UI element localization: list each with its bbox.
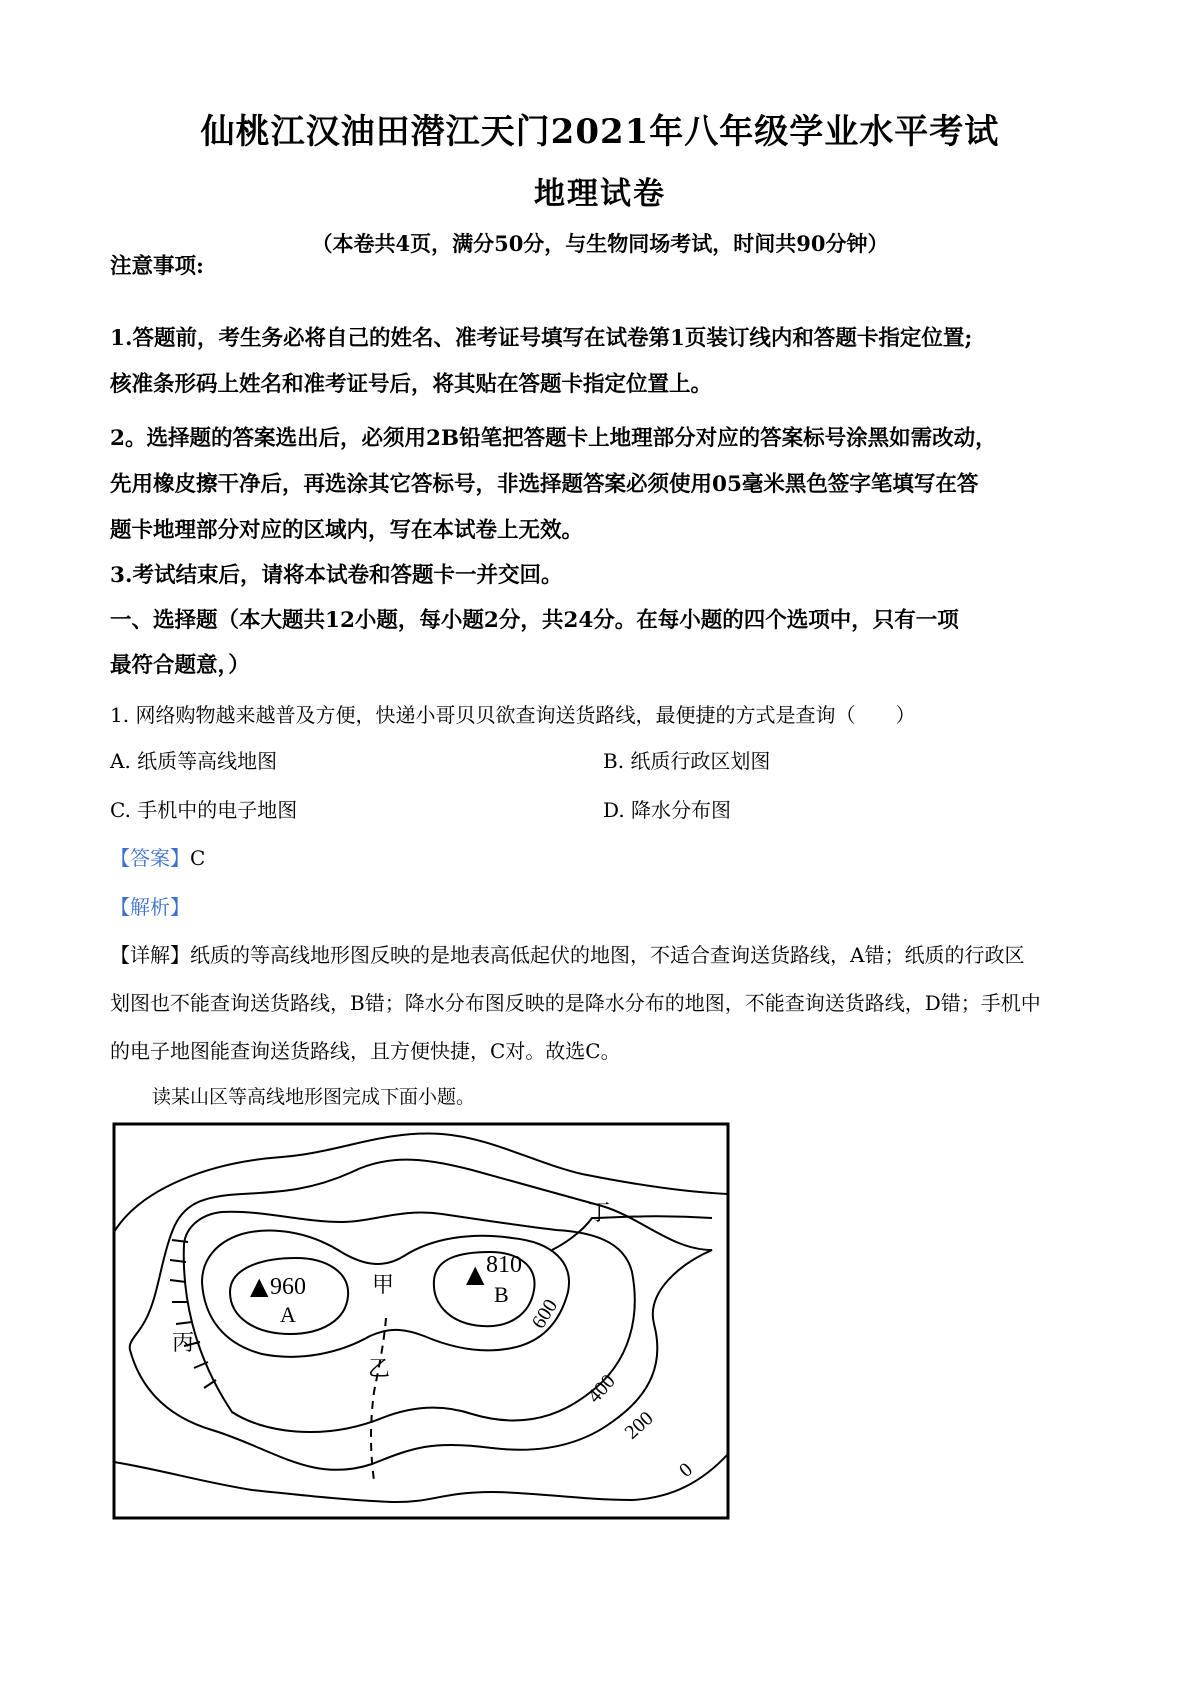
note-2-line-1: 2。选择题的答案选出后，必须用2B铅笔把答题卡上地理部分对应的答案标号涂黑如需改动， bbox=[110, 426, 997, 451]
contour-label-400: 400 bbox=[583, 1370, 620, 1408]
answer-tag: 【答案】 bbox=[110, 846, 190, 870]
label-jia: 甲 bbox=[372, 1273, 395, 1298]
answer-line bbox=[110, 843, 205, 873]
label-yi: 乙 bbox=[368, 1357, 391, 1382]
figure-intro: 读某山区等高线地形图完成下面小题。 bbox=[152, 1086, 476, 1108]
peak-a-symbol: ▲ bbox=[250, 1272, 269, 1300]
question-1-stem: 1. 网络购物越来越普及方便，快递小哥贝贝欲查询送货路线，最便捷的方式是查询（ ） bbox=[110, 703, 916, 727]
detail-line-2: 划图也不能查询送货路线，B错；降水分布图反映的是降水分布的地图，不能查询送货路线，D错；手机中 bbox=[110, 991, 1041, 1015]
analysis-tag: 【解析】 bbox=[110, 895, 190, 919]
exam-title: 仙桃江汉油田潜江天门2021年八年级学业水平考试 bbox=[200, 112, 1000, 152]
peak-a-elevation: 960 bbox=[270, 1274, 306, 1300]
subject-title: 地理试卷 bbox=[534, 176, 666, 212]
detail-line-3: 的电子地图能查询送货路线，且方便快捷，C对。故选C。 bbox=[110, 1039, 621, 1063]
peak-b-label: B bbox=[494, 1282, 509, 1307]
notes-heading: 注意事项: bbox=[110, 254, 204, 279]
peak-b-elevation: 810 bbox=[486, 1252, 522, 1278]
label-bing: 丙 bbox=[172, 1331, 195, 1356]
option-a: A. 纸质等高线地图 bbox=[110, 749, 278, 773]
detail-line-1: 【详解】纸质的等高线地形图反映的是地表高低起伏的地图，不适合查询送货路线，A错；纸质的行政区 bbox=[110, 943, 1025, 967]
note-1-line-2: 核准条形码上姓名和准考证号后，将其贴在答题卡指定位置上。 bbox=[110, 372, 713, 397]
peak-a-label: A bbox=[280, 1302, 296, 1327]
note-3: 3.考试结束后，请将本试卷和答题卡一并交回。 bbox=[110, 563, 563, 588]
option-b: B. 纸质行政区划图 bbox=[603, 749, 771, 773]
answer-value: C bbox=[190, 846, 206, 870]
note-1-line-1: 1.答题前，考生务必将自己的姓名、准考证号填写在试卷第1页装订线内和答题卡指定位置; bbox=[110, 326, 973, 351]
exam-info: （本卷共4页，满分50分，与生物同场考试，时间共90分钟） bbox=[311, 231, 889, 256]
contour-map bbox=[112, 1122, 730, 1522]
label-ding: 丁 bbox=[588, 1201, 611, 1226]
contour-label-0: 0 bbox=[675, 1458, 697, 1482]
contour-label-600: 600 bbox=[527, 1295, 563, 1333]
note-2-line-2: 先用橡皮擦干净后，再选涂其它答标号，非选择题答案必须使用05毫米黑色签字笔填写在答 bbox=[110, 472, 979, 497]
contour-label-200: 200 bbox=[620, 1407, 658, 1444]
option-c: C. 手机中的电子地图 bbox=[110, 798, 298, 822]
detail-tag: 【详解】 bbox=[110, 943, 190, 967]
section-1-heading-line-1: 一、选择题（本大题共12小题，每小题2分，共24分。在每小题的四个选项中，只有一项 bbox=[110, 608, 959, 633]
peak-b-symbol: ▲ bbox=[466, 1260, 485, 1288]
note-2-line-3: 题卡地理部分对应的区域内，写在本试卷上无效。 bbox=[110, 518, 584, 543]
option-d: D. 降水分布图 bbox=[603, 798, 732, 822]
section-1-heading-line-2: 最符合题意，） bbox=[110, 653, 250, 678]
